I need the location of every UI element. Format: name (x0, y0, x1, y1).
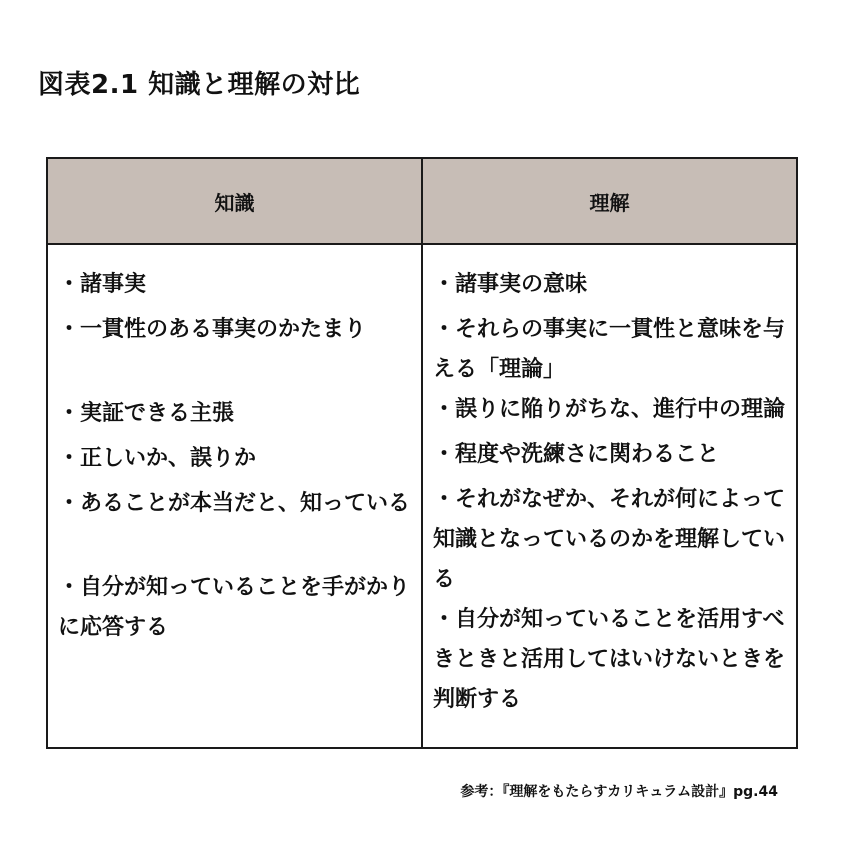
list-item: ・程度や洗練さに関わること (433, 442, 720, 467)
list-item: ・実証できる主張 (58, 401, 235, 426)
source-citation: 参考：『理解をもたらすカリキュラム設計』pg.44 (460, 784, 778, 800)
header-knowledge: 知識 (47, 158, 422, 244)
list-item: ・諸事実の意味 (433, 272, 588, 297)
header-row (47, 158, 797, 244)
figure-title: 図表2.1 知識と理解の対比 (38, 70, 361, 100)
list-item: ・自分が知っていることを手がかりに応答する (58, 575, 411, 640)
understanding-column (422, 244, 797, 748)
list-item: ・誤りに陥りがちな、進行中の理論 (433, 397, 786, 422)
list-item: ・一貫性のある事実のかたまり (58, 317, 367, 342)
list-item: ・あることが本当だと、知っている (58, 491, 411, 516)
list-item: ・正しいか、誤りか (58, 446, 257, 471)
list-item: ・それがなぜか、それが何によって知識となっているのかを理解している (433, 487, 786, 592)
spacer (58, 355, 411, 394)
list-item: ・自分が知っていることを活用すべきときと活用してはいけないときを判断する (433, 607, 786, 712)
knowledge-column (47, 244, 422, 748)
spacer (58, 529, 411, 568)
header-understanding: 理解 (422, 158, 797, 244)
list-item: ・諸事実 (58, 272, 147, 297)
list-item: ・それらの事実に一貫性と意味を与える「理論」 (433, 317, 786, 382)
content-row (47, 244, 797, 748)
comparison-table (46, 157, 798, 749)
